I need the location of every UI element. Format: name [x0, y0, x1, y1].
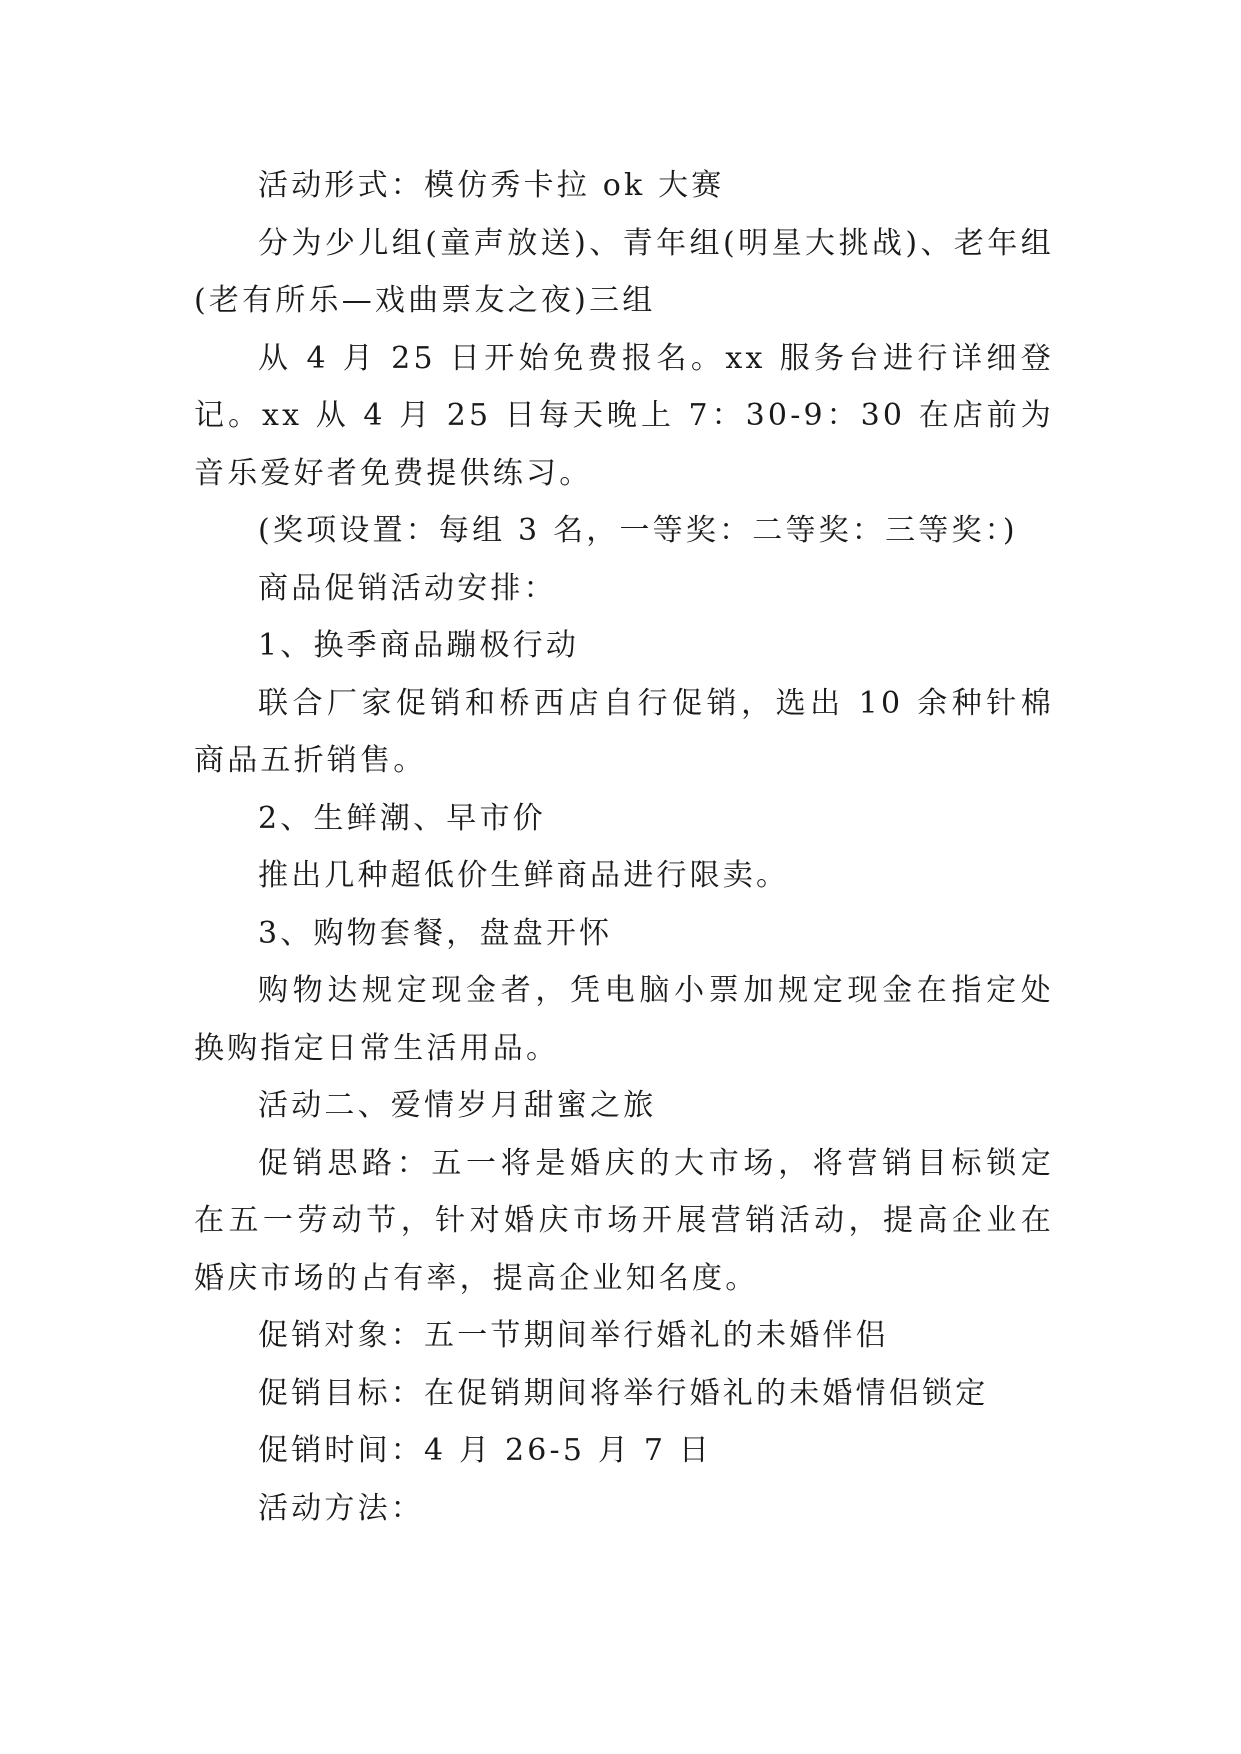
paragraph-promotion-heading: 商品促销活动安排： [258, 570, 557, 606]
paragraph-item-1-heading: 1、换季商品蹦极行动 [258, 628, 580, 663]
paragraph-promotion-idea: 促销思路：五一将是婚庆的大市场，将营销目标锁定在五一劳动节，针对婚庆市场开展营销活动，提高企业在婚庆市场的占有率，提高企业知名度。 [194, 1145, 1054, 1296]
paragraph-activity-format: 活动形式：模仿秀卡拉 ok 大赛 [258, 168, 725, 203]
document-body [194, 157, 1054, 1537]
paragraph-item-3-body: 购物达规定现金者，凭电脑小票加规定现金在指定处换购指定日常生活用品。 [194, 973, 1054, 1066]
paragraph-activity-2-title: 活动二、爱情岁月甜蜜之旅 [258, 1088, 657, 1123]
paragraph-promotion-target: 促销对象：五一节期间举行婚礼的未婚伴侣 [258, 1318, 889, 1353]
paragraph-item-1-body: 联合厂家促销和桥西店自行促销，选出 10 余种针棉商品五折销售。 [194, 685, 1054, 778]
paragraph-promotion-goal: 促销目标：在促销期间将举行婚礼的未婚情侣锁定 [258, 1375, 989, 1411]
paragraph-item-2-heading: 2、生鲜潮、早市价 [258, 800, 546, 836]
paragraph-item-3-heading: 3、购物套餐，盘盘开怀 [258, 915, 613, 951]
paragraph-registration: 从 4 月 25 日开始免费报名。xx 服务台进行详细登记。xx 从 4 月 25 日每天晚上 7：30-9：30 在店前为音乐爱好者免费提供练习。 [194, 340, 1054, 491]
paragraph-item-2-body: 推出几种超低价生鲜商品进行限卖。 [258, 858, 790, 893]
paragraph-groups: 分为少儿组(童声放送)、青年组(明星大挑战)、老年组(老有所乐—戏曲票友之夜)三组 [194, 225, 1054, 318]
paragraph-activity-method: 活动方法： [258, 1490, 424, 1526]
paragraph-promotion-time: 促销时间：4 月 26-5 月 7 日 [258, 1433, 713, 1468]
paragraph-awards: (奖项设置：每组 3 名，一等奖：二等奖：三等奖：) [258, 513, 1018, 548]
